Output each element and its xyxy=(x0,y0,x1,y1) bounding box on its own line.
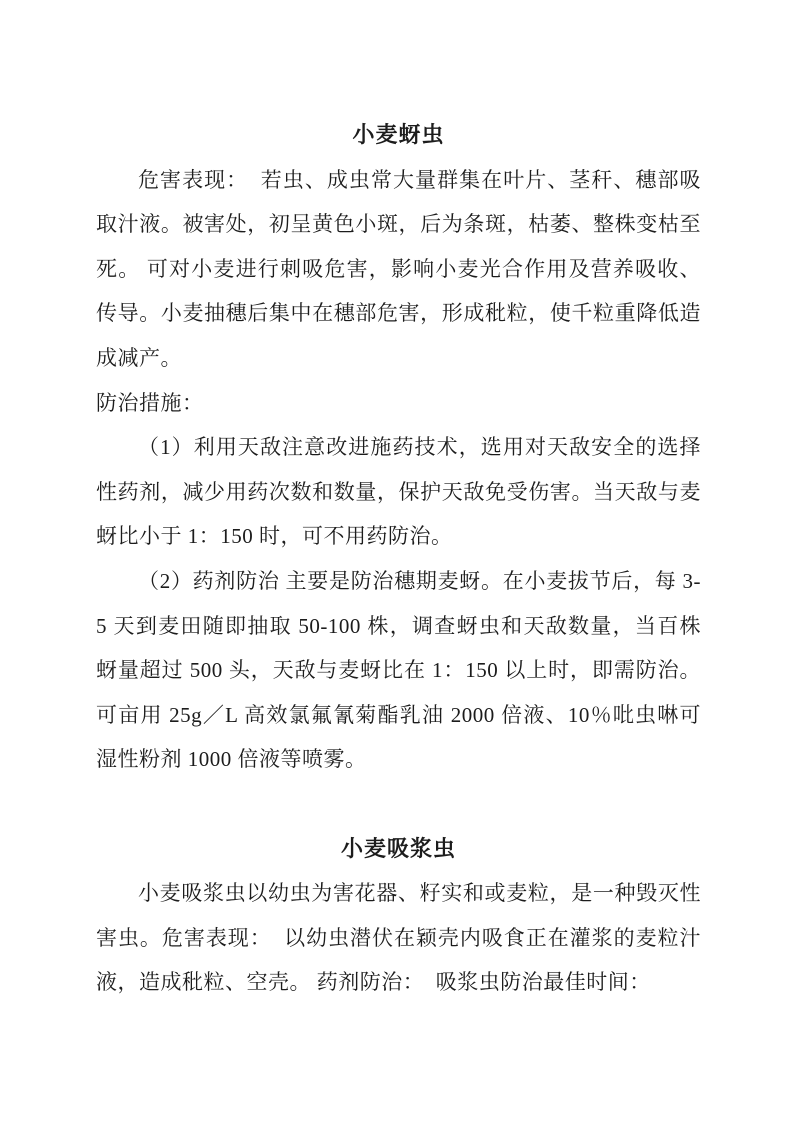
paragraph-measure-2: （2）药剂防治 主要是防治穗期麦蚜。在小麦拔节后，每 3-5 天到麦田随即抽取 50-100 株，调查蚜虫和天敌数量，当百株蚜量超过 500 头，天敌与麦蚜比在 1：150 以上时，即需防治。可亩用 25g／L 高效氯氟氰菊酯乳油 2000 倍液、10％吡虫啉可湿性粉剂 1000 倍液等喷雾。 xyxy=(96,568,701,772)
section-title-wheat-aphid: 小麦蚜虫 xyxy=(352,122,445,147)
document-content xyxy=(96,113,701,1005)
section-title-wheat-midge: 小麦吸浆虫 xyxy=(340,835,456,861)
paragraph-measure-1: （1）利用天敌注意改进施药技术，选用对天敌安全的选择性药剂，减少用药次数和数量，保护天敌免受伤害。当天敌与麦蚜比小于 1：150 时，可不用药防治。 xyxy=(96,435,701,549)
paragraph-midge-description: 小麦吸浆虫以幼虫为害花器、籽实和或麦粒，是一种毁灭性害虫。危害表现： 以幼虫潜伏在颖壳内吸食正在灌浆的麦粒汁液，造成秕粒、空壳。 药剂防治： 吸浆虫防治最佳时间： xyxy=(96,881,701,995)
paragraph-control-measures-heading: 防治措施： xyxy=(96,390,204,415)
paragraph-damage-symptoms: 危害表现： 若虫、成虫常大量群集在叶片、茎秆、穗部吸取汁液。被害处，初呈黄色小斑，后为条斑，枯萎、整株变枯至死。 可对小麦进行刺吸危害，影响小麦光合作用及营养吸收、传导。小麦抽穗后集中在穗部危害，形成秕粒，使千粒重降低造成减产。 xyxy=(96,167,701,370)
